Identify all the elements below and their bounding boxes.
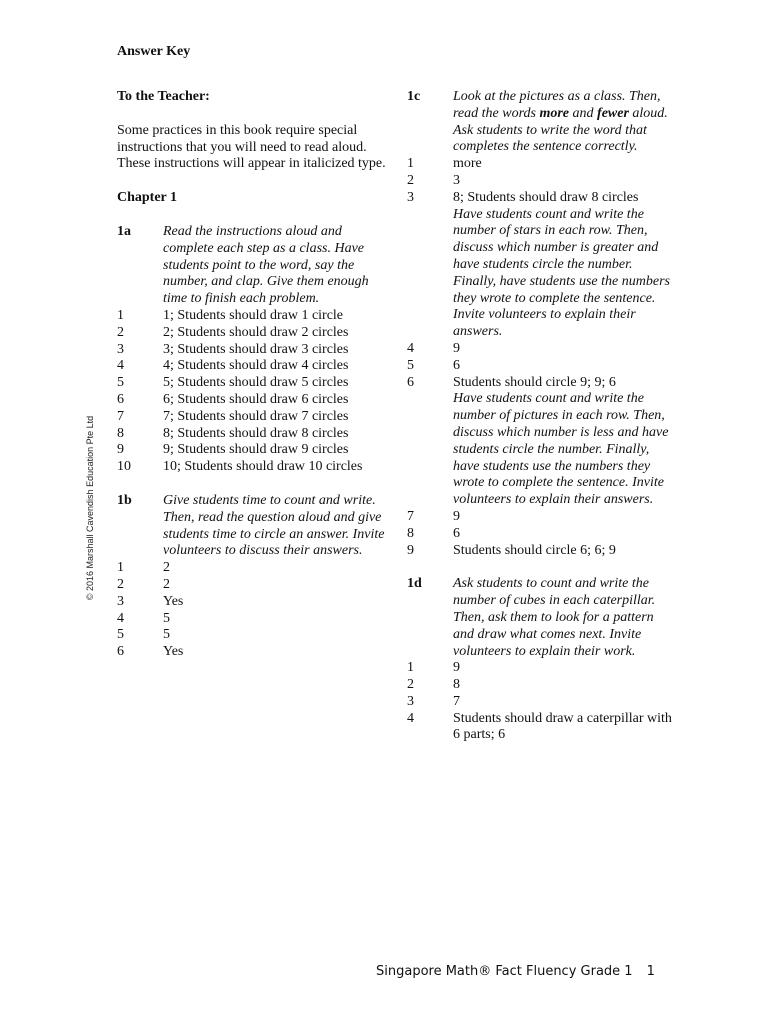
list-item: [117, 594, 387, 611]
item-answer: 10; Students should draw 10 circles: [163, 459, 363, 475]
item-answer: 2; Students should draw 2 circles: [163, 324, 349, 340]
list-item: [117, 459, 387, 476]
item-answer: 2: [163, 560, 170, 576]
section-instruction: Ask students to count and write the number of cubes in each caterpillar. Then, ask them to look for a pattern and draw what comes next. Invite volunteers to explain their work.: [453, 576, 656, 659]
item-answer: 5: [163, 627, 170, 643]
item-number: 1: [407, 660, 414, 676]
page-number: 1: [646, 964, 655, 979]
section-1d-header: [407, 576, 677, 660]
section-label: 1d: [407, 576, 422, 592]
list-item: [117, 358, 387, 375]
note-row: [407, 391, 677, 509]
list-item: [117, 644, 387, 661]
item-number: 7: [407, 508, 414, 524]
list-item: [117, 308, 387, 325]
item-number: 3: [407, 189, 414, 205]
item-number: 9: [117, 442, 124, 458]
list-item: [407, 509, 677, 526]
section-1c-header: [407, 89, 677, 156]
item-answer: 8: [453, 677, 460, 693]
item-answer: Yes: [163, 644, 184, 660]
footer-title: Singapore Math® Fact Fluency Grade 1: [376, 964, 633, 979]
item-answer: more: [453, 156, 482, 172]
item-number: 6: [117, 391, 124, 407]
item-answer: Students should circle 9; 9; 6: [453, 374, 616, 390]
item-number: 8: [407, 525, 414, 541]
item-answer: Students should circle 6; 6; 9: [453, 542, 616, 558]
item-number: 3: [407, 693, 414, 709]
teacher-text: Some practices in this book require special instructions that you will need to read aloud. These instructions will appear in italicized type.: [117, 122, 386, 172]
item-answer: 4; Students should draw 4 circles: [163, 358, 349, 374]
instruction-part: and: [569, 105, 598, 121]
section-1b-header: [117, 493, 387, 560]
item-answer: 5: [163, 610, 170, 626]
teacher-note: Have students count and write the number of pictures in each row. Then, discuss which number is less and have students circle the number. Finally, have students use the numbers they wrote to complete the sentence. Invite volunteers to explain their answers.: [453, 391, 669, 508]
list-item: [117, 342, 387, 359]
list-item: [117, 560, 387, 577]
item-answer: 9: [453, 340, 460, 356]
item-number: 9: [407, 542, 414, 558]
item-answer: 3: [453, 172, 460, 188]
item-number: 2: [117, 324, 124, 340]
item-answer: 2: [163, 576, 170, 592]
section-label: 1a: [117, 223, 131, 239]
item-number: 4: [407, 710, 414, 726]
item-answer: 6; Students should draw 6 circles: [163, 391, 349, 407]
item-answer: 6: [453, 357, 460, 373]
page-footer: [376, 964, 655, 979]
item-number: 2: [117, 576, 124, 592]
list-item: [117, 627, 387, 644]
list-item: [407, 173, 677, 190]
item-number: 2: [407, 172, 414, 188]
list-item: [407, 543, 677, 560]
item-answer: Students should draw a caterpillar with 6 parts; 6: [453, 710, 672, 743]
item-number: 3: [117, 341, 124, 357]
item-answer: 5; Students should draw 5 circles: [163, 375, 349, 391]
section-instruction: Give students time to count and write. Then, read the question aloud and give students time to circle an answer. Invite volunteers to discuss their answers.: [163, 492, 385, 559]
section-1a-header: [117, 224, 387, 308]
instruction-part: aloud. Ask students to write the word that completes the sentence correctly.: [453, 105, 668, 155]
item-number: 2: [407, 677, 414, 693]
item-number: 5: [117, 627, 124, 643]
item-number: 1: [117, 307, 124, 323]
item-number: 8: [117, 425, 124, 441]
item-number: 5: [407, 357, 414, 373]
item-number: 5: [117, 375, 124, 391]
section-instruction: Read the instructions aloud and complete each step as a class. Have students point to the word, say the number, and clap. Give them enough time to finish each problem.: [163, 223, 369, 307]
item-number: 6: [407, 374, 414, 390]
section-1b-items: [117, 560, 387, 661]
item-number: 4: [117, 610, 124, 626]
item-answer: 7: [453, 693, 460, 709]
right-column: [407, 89, 677, 744]
item-answer: 9; Students should draw 9 circles: [163, 442, 349, 458]
item-answer: 6: [453, 525, 460, 541]
item-number: 6: [117, 644, 124, 660]
left-column: [117, 89, 387, 661]
list-item: [117, 426, 387, 443]
teacher-note: Have students count and write the number of stars in each row. Then, discuss which number is greater and have students circle the number. Finally, have students use the numbers they wrote to complete the sentence. Invite volunteers to explain their answers.: [453, 206, 670, 340]
section-1a-items: [117, 308, 387, 476]
item-answer: 9: [453, 660, 460, 676]
item-answer: 7; Students should draw 7 circles: [163, 408, 349, 424]
list-item: [117, 577, 387, 594]
list-item: [117, 442, 387, 459]
instruction-bold-word: fewer: [597, 105, 629, 121]
item-number: 4: [117, 358, 124, 374]
list-item: [407, 526, 677, 543]
item-number: 1: [117, 560, 124, 576]
list-item: [117, 611, 387, 628]
copyright-notice: © 2016 Marshall Cavendish Education Pte Ltd: [85, 415, 95, 601]
section-label: 1b: [117, 492, 132, 508]
instruction-part: Look at the pictures as a class. Then, read the words: [453, 89, 661, 121]
list-item: [407, 711, 677, 745]
item-answer: 3; Students should draw 3 circles: [163, 341, 349, 357]
list-item: [407, 375, 677, 392]
teacher-heading: To the Teacher:: [117, 89, 210, 104]
item-answer: 9: [453, 508, 460, 524]
list-item: [407, 677, 677, 694]
item-number: 4: [407, 340, 414, 356]
list-item: [117, 409, 387, 426]
list-item: [407, 660, 677, 677]
list-item: [407, 358, 677, 375]
list-item: [407, 694, 677, 711]
list-item: [117, 325, 387, 342]
item-answer: 1; Students should draw 1 circle: [163, 307, 344, 323]
section-instruction: [453, 89, 677, 156]
instruction-bold-word: more: [539, 105, 570, 121]
chapter-heading: Chapter 1: [117, 190, 178, 206]
item-number: 10: [117, 459, 131, 475]
item-answer: 8; Students should draw 8 circles: [163, 425, 349, 441]
item-answer: Yes: [163, 593, 184, 609]
list-item: [117, 375, 387, 392]
item-number: 1: [407, 156, 414, 172]
list-item: [117, 392, 387, 409]
section-label: 1c: [407, 89, 421, 104]
list-item: [407, 156, 677, 173]
section-1d-items: [407, 660, 677, 744]
page-title: Answer Key: [117, 44, 191, 59]
item-number: 7: [117, 408, 124, 424]
item-number: 3: [117, 593, 124, 609]
item-answer: 8; Students should draw 8 circles: [453, 189, 639, 205]
list-item: [407, 190, 677, 207]
list-item: [407, 341, 677, 358]
note-row: [407, 207, 677, 341]
